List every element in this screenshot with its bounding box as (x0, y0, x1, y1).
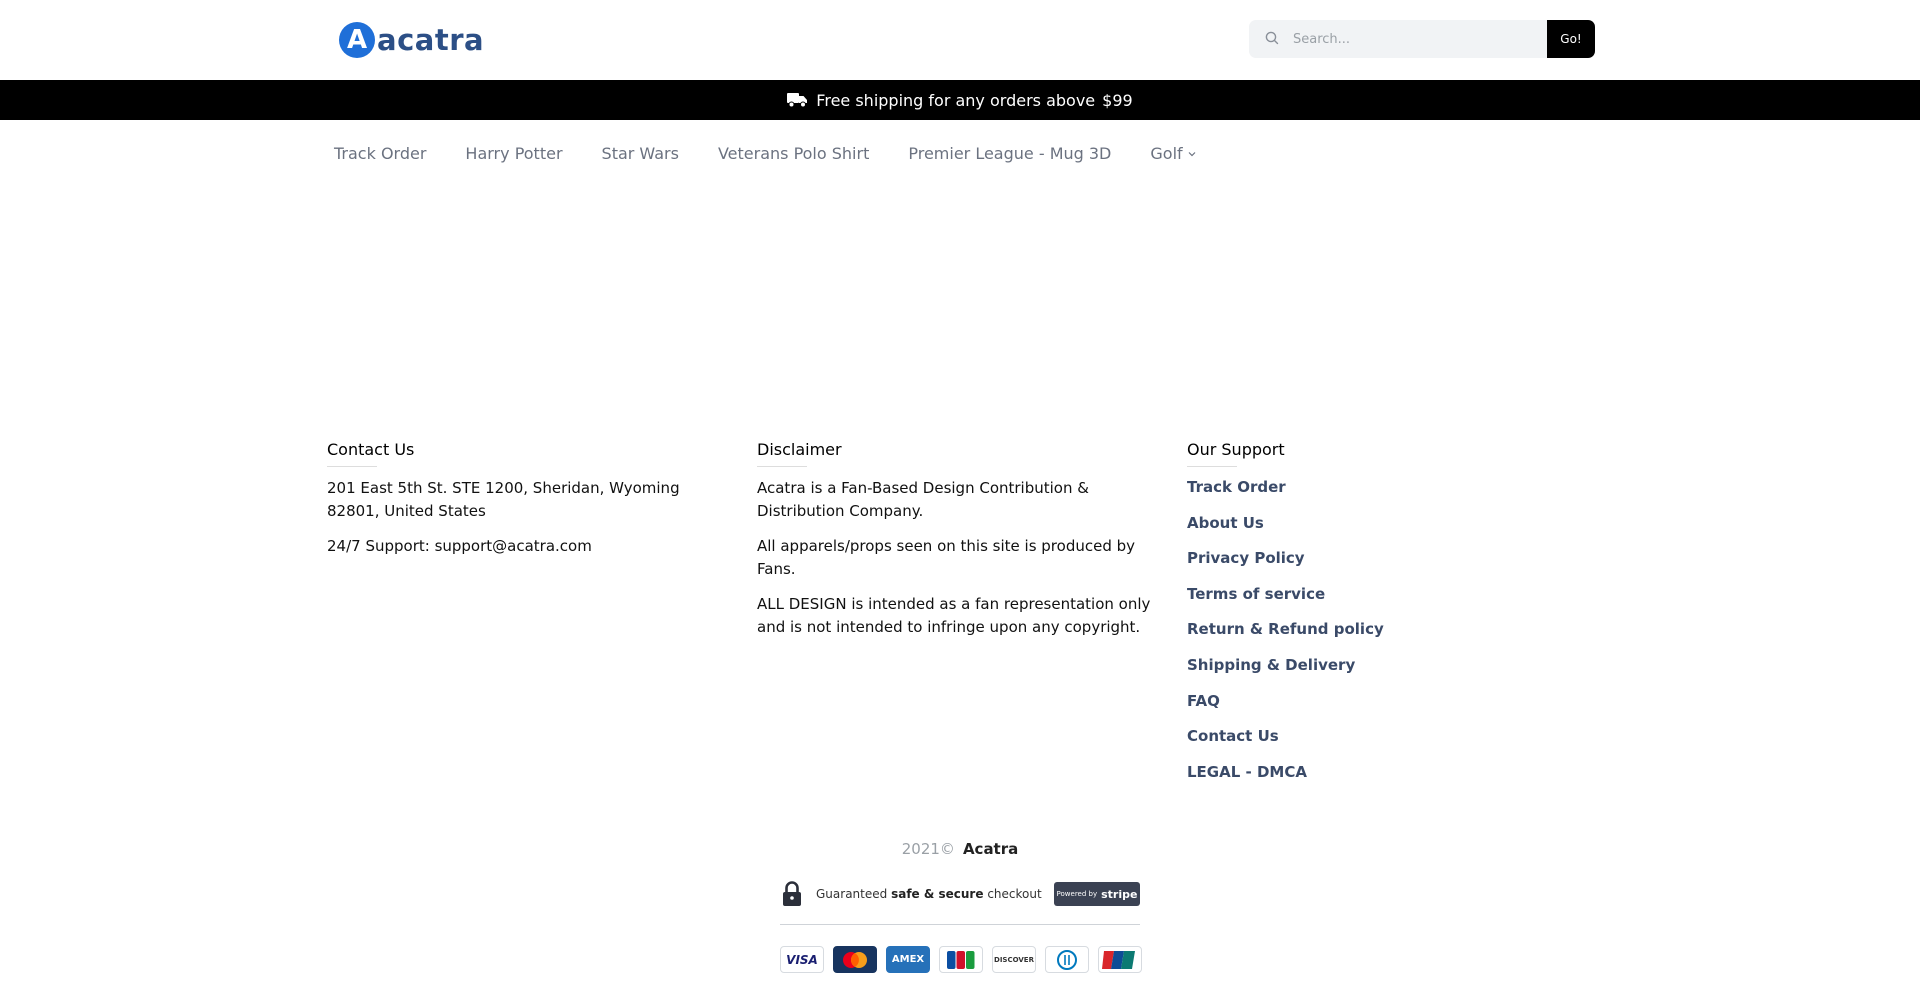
lock-icon (782, 881, 804, 907)
contact-title: Contact Us (327, 440, 717, 465)
truck-icon (787, 92, 808, 108)
divider (780, 924, 1140, 925)
search-box (1249, 20, 1547, 58)
site-logo[interactable] (339, 20, 484, 60)
main-nav (334, 144, 1235, 163)
unionpay-icon (1098, 946, 1142, 973)
nav-item-star-wars[interactable]: Star Wars (601, 144, 679, 163)
support-link-contact-us[interactable]: Contact Us (1187, 727, 1279, 746)
nav-item-veterans-polo-shirt[interactable]: Veterans Polo Shirt (717, 144, 870, 163)
support-link-track-order[interactable]: Track Order (1187, 478, 1286, 496)
mastercard-icon (833, 946, 877, 973)
support-link-dmca[interactable]: LEGAL - DMCA (1187, 762, 1307, 781)
discover-icon: DISCOVER (992, 946, 1036, 973)
logo-mark: A (339, 22, 375, 58)
site-header (0, 0, 1920, 80)
support-link-faq[interactable]: FAQ (1187, 691, 1220, 710)
copyright (0, 840, 1920, 858)
search-icon (1265, 30, 1279, 49)
disclaimer-title: Disclaimer (757, 440, 1157, 465)
disclaimer-p1: Acatra is a Fan-Based Design Contribution & Distribution Company. (757, 479, 1089, 520)
support-link-shipping[interactable]: Shipping & Delivery (1187, 655, 1356, 674)
contact-address: 201 East 5th St. STE 1200, Sheridan, Wyoming 82801, United States (327, 479, 680, 520)
support-title: Our Support (1187, 440, 1487, 465)
footer-support (1187, 440, 1487, 797)
nav-item-harry-potter[interactable]: Harry Potter (465, 144, 563, 163)
support-links (1187, 477, 1487, 797)
copyright-brand[interactable]: Acatra (962, 840, 1019, 858)
amex-icon: AMEX (886, 946, 930, 973)
announcement-bar (0, 80, 1920, 120)
nav-item-track-order[interactable]: Track Order (334, 144, 427, 163)
nav-item-premier-league-mug[interactable]: Premier League - Mug 3D (908, 144, 1112, 163)
contact-support: 24/7 Support: support@acatra.com (327, 537, 592, 555)
search-input[interactable] (1293, 32, 1533, 47)
nav-item-golf-label: Golf (1150, 144, 1183, 163)
footer-disclaimer (757, 440, 1157, 639)
support-link-refund[interactable]: Return & Refund policy (1187, 620, 1384, 639)
secure-checkout-badge (780, 878, 1140, 910)
announcement-text: Free shipping for any orders above (816, 90, 1096, 110)
visa-icon: VISA (780, 946, 824, 973)
diners-club-icon (1045, 946, 1089, 973)
chevron-down-icon (1188, 151, 1196, 157)
secure-text: Guaranteed safe & secure checkout (816, 887, 1042, 901)
stripe-badge: Powered by stripe (1054, 882, 1140, 906)
support-link-about-us[interactable]: About Us (1187, 513, 1264, 532)
disclaimer-p3: ALL DESIGN is intended as a fan representation only and is not intended to infringe upon any copyright. (757, 595, 1151, 636)
disclaimer-p2: All apparels/props seen on this site is produced by Fans. (757, 537, 1136, 578)
search-form (1249, 20, 1595, 58)
footer-contact (327, 440, 717, 558)
search-button[interactable]: Go! (1547, 20, 1595, 58)
support-link-privacy-policy[interactable]: Privacy Policy (1187, 549, 1305, 568)
copyright-year: 2021© (901, 840, 955, 858)
support-link-terms[interactable]: Terms of service (1187, 584, 1326, 603)
logo-text: acatra (377, 23, 485, 57)
payment-cards (780, 946, 1151, 973)
jcb-icon (939, 946, 983, 973)
announcement-price: $99 (1102, 90, 1133, 110)
nav-item-golf[interactable] (1150, 144, 1195, 163)
